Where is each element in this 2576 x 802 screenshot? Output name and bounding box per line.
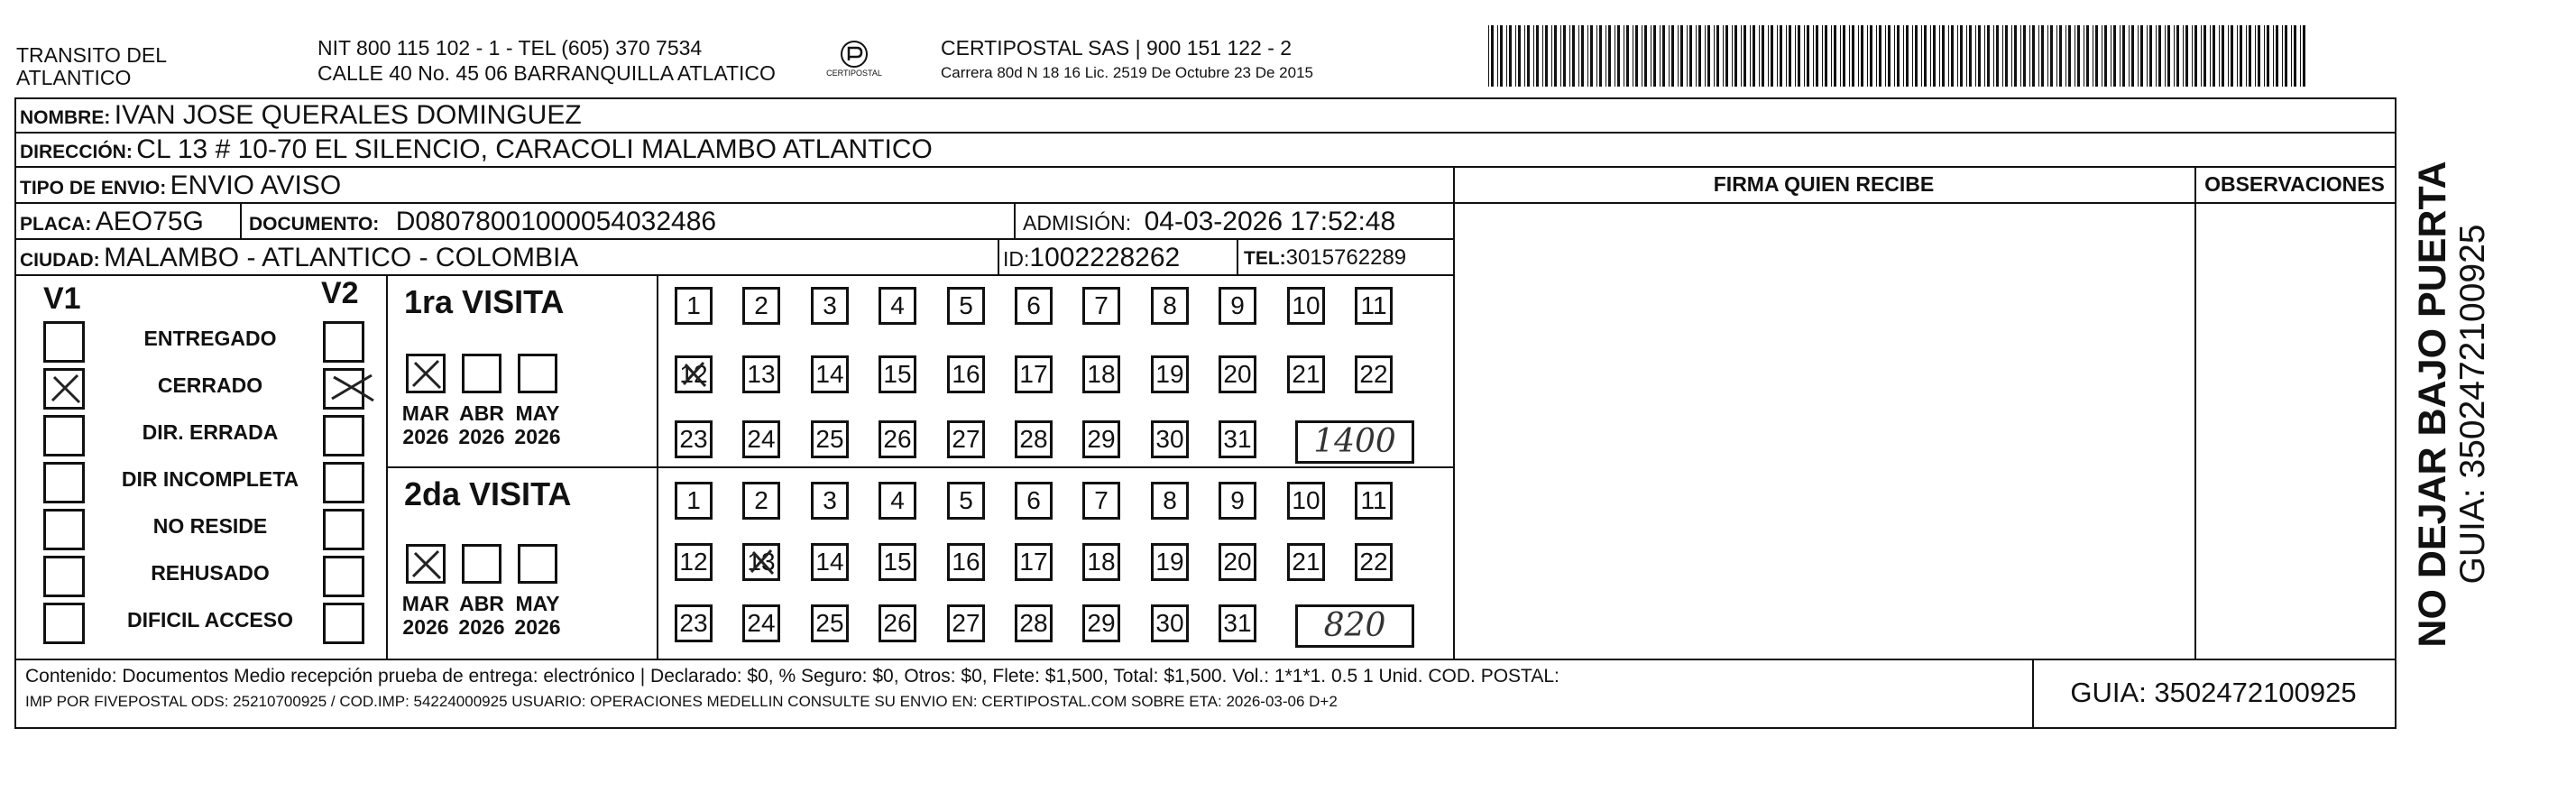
first-month-label: MAY [515,401,560,425]
row-line-5 [14,274,1455,276]
second-day-box: 21 [1287,543,1325,581]
v1-checkbox [43,321,85,363]
barcode-bars [1488,25,2309,87]
second-day-box: 27 [947,604,985,642]
second-day-box: 9 [1219,482,1256,520]
first-day-box: 12 [675,355,713,393]
firma-header: FIRMA QUIEN RECIBE [1713,172,1935,196]
v1-checkbox [43,462,85,503]
second-time-box: 820 [1295,604,1414,648]
second-day-box: 1 [675,482,713,520]
second-day-box: 24 [742,604,780,642]
second-day-box: 25 [811,604,849,642]
second-day-box: 13 [742,543,780,581]
first-day-box: 26 [879,420,916,458]
first-year-label: 2026 [458,425,505,448]
sender-name-line2: ATLANTICO [16,66,132,89]
first-day-box: 7 [1082,287,1120,325]
v2-checkbox [323,556,364,597]
second-day-box: 30 [1151,604,1189,642]
second-day-box: 17 [1015,543,1053,581]
first-day-box: 11 [1355,287,1393,325]
first-day-box: 4 [879,287,916,325]
first-visit-title: 1ra VISITA [404,283,565,320]
first-day-box: 3 [811,287,849,325]
first-day-mark [678,357,709,390]
id-value: 1002228262 [1029,243,1181,272]
courier-address: Carrera 80d N 18 16 Lic. 2519 De Octubre 23 De 2015 [941,64,1313,81]
admision-cell [1023,202,1395,238]
first-day-box: 17 [1015,355,1053,393]
second-day-mark [746,545,777,577]
status-label: DIR INCOMPLETA [121,467,299,491]
first-month-checkbox [462,354,501,393]
second-visit-title: 2da VISITA [404,475,572,512]
first-day-box: 18 [1082,355,1120,393]
second-month-label: ABR [459,592,504,615]
side-warning: NO DEJAR BAJO PUERTA [2411,161,2454,648]
first-day-box: 13 [742,355,780,393]
second-month-label: MAR [401,592,450,615]
obs-header-line [1453,202,2397,204]
first-day-box: 1 [675,287,713,325]
v1-checkbox [43,509,85,550]
first-day-box: 28 [1015,420,1053,458]
status-label: REHUSADO [151,561,270,585]
obs-left-line [2194,166,2196,660]
side-guia: GUIA: 3502472100925 [2453,224,2492,585]
second-day-box: 12 [675,543,713,581]
first-time-box: 1400 [1295,420,1414,464]
admision-label: ADMISIÓN: [1023,211,1132,235]
frame-bottom [14,727,2397,729]
second-day-box: 23 [675,604,713,642]
frame-right [2395,97,2397,729]
status-label: NO RESIDE [152,514,268,538]
first-day-box: 29 [1082,420,1120,458]
documento-label: DOCUMENTO: [249,214,380,235]
tel-value: 3015762289 [1285,245,1407,270]
v1-checkbox [43,603,85,644]
first-day-box: 25 [811,420,849,458]
id-label: ID: [1003,247,1030,271]
id-cell [1003,238,1180,274]
first-day-box: 2 [742,287,780,325]
ciudad-value: MALAMBO - ATLANTICO - COLOMBIA [104,243,579,272]
tel-label: TEL: [1244,248,1286,269]
first-day-box: 22 [1355,355,1393,393]
second-month-check-mark [408,546,444,582]
second-year-label: 2026 [458,615,505,639]
second-day-box: 16 [947,543,985,581]
tipo-envio-value: ENVIO AVISO [170,171,342,200]
v2-checkbox [323,415,364,456]
observaciones-header: OBSERVACIONES [2204,172,2385,196]
second-year-label: 2026 [402,615,449,639]
firma-left-line [1453,166,1455,660]
nit-line: NIT 800 115 102 - 1 - TEL (605) 370 7534 [317,36,703,60]
tipo-envio-label: TIPO DE ENVIO: [20,178,167,198]
ciudad-id-divider [998,238,999,274]
v2-checked-mark [327,370,377,404]
second-day-box: 19 [1151,543,1189,581]
sender-name [16,43,167,88]
documento-value: D08078001000054032486 [395,207,717,236]
first-day-box: 9 [1219,287,1256,325]
placa-cell [20,202,204,238]
second-day-box: 26 [879,604,916,642]
ciudad-cell [20,238,578,274]
placa-doc-divider [240,202,242,238]
second-day-box: 7 [1082,482,1120,520]
second-month-label: MAY [515,592,560,615]
second-day-box: 2 [742,482,780,520]
status-label: DIR. ERRADA [142,420,279,444]
first-day-box: 20 [1219,355,1256,393]
first-day-box: 31 [1219,420,1256,458]
second-day-box: 14 [811,543,849,581]
v2-checkbox [323,509,364,550]
second-day-box: 20 [1219,543,1256,581]
first-day-box: 24 [742,420,780,458]
second-day-box: 15 [879,543,916,581]
second-day-box: 10 [1287,482,1325,520]
v2-checkbox [323,462,364,503]
direccion-label: DIRECCIÓN: [20,142,133,162]
first-day-box: 10 [1287,287,1325,325]
second-day-box: 22 [1355,543,1393,581]
first-day-box: 15 [879,355,916,393]
second-day-box: 4 [879,482,916,520]
v2-checkbox [323,603,364,644]
first-month-label: MAR [401,401,450,425]
first-day-box: 30 [1151,420,1189,458]
second-month-checkbox [462,544,501,584]
status-label: CERRADO [157,373,263,397]
first-day-box: 14 [811,355,849,393]
logo-caption: CERTIPOSTAL [826,69,882,78]
first-day-box: 19 [1151,355,1189,393]
second-day-box: 18 [1082,543,1120,581]
tel-cell [1244,238,1406,274]
second-day-box: 29 [1082,604,1120,642]
doc-admision-divider [1014,202,1016,238]
courier-line: CERTIPOSTAL SAS | 900 151 122 - 2 [941,36,1293,60]
nombre-value: IVAN JOSE QUERALES DOMINGUEZ [114,100,582,130]
first-month-check-mark [408,355,444,392]
first-day-box: 5 [947,287,985,325]
v2-checkbox [323,321,364,363]
contenido-line: Contenido: Documentos Medio recepción prueba de entrega: electrónico | Declarado: $0, % Seguro: $0, Otros: $0, Flete: $1,500, Total: $1,500. Vol.: 1*1*1. 0.5 1 Unid. COD. POSTAL: [25,666,1559,687]
v1-checkbox [43,415,85,456]
certipostal-logo [823,36,886,87]
first-year-label: 2026 [402,425,449,448]
v1-checkbox [43,556,85,597]
second-day-box: 28 [1015,604,1053,642]
frame-left [14,97,16,729]
status-label: ENTREGADO [143,327,277,350]
second-day-box: 31 [1219,604,1256,642]
footer-guia: GUIA: 3502472100925 [2070,677,2357,708]
second-day-box: 5 [947,482,985,520]
id-tel-divider [1237,238,1238,274]
second-year-label: 2026 [514,615,561,639]
first-day-box: 23 [675,420,713,458]
first-day-box: 8 [1151,287,1189,325]
placa-label: PLACA: [20,214,92,235]
tipo-envio-row [20,166,341,202]
first-day-box: 27 [947,420,985,458]
admision-value: 04-03-2026 17:52:48 [1144,207,1396,236]
status-label: DIFICIL ACCESO [126,608,293,631]
first-day-box: 6 [1015,287,1053,325]
documento-cell [249,202,716,238]
direccion-value: CL 13 # 10-70 EL SILENCIO, CARACOLI MALAMBO ATLANTICO [136,134,933,164]
v1-checked-mark [47,370,83,406]
visit-split-line [386,466,1455,468]
first-year-label: 2026 [514,425,561,448]
ciudad-label: CIUDAD: [20,250,100,271]
first-day-box: 21 [1287,355,1325,393]
imp-line: IMP POR FIVEPOSTAL ODS: 25210700925 / COD.IMP: 54224000925 USUARIO: OPERACIONES MEDELLIN CONSULTE SU ENVIO EN: CERTIPOSTAL.COM SOBRE ETA: 2026-03-06 D+2 [25,693,1338,710]
second-day-box: 8 [1151,482,1189,520]
nombre-row [20,97,582,132]
barcode [1488,25,2309,87]
first-month-label: ABR [459,401,504,425]
sender-name-line1: TRANSITO DEL [16,43,167,67]
v1-label: V1 [43,281,81,316]
direccion-row [20,132,933,166]
sender-address: CALLE 40 No. 45 06 BARRANQUILLA ATLATICO [317,61,776,85]
v2-label: V2 [321,276,359,310]
nombre-label: NOMBRE: [20,107,111,128]
first-month-checkbox [518,354,557,393]
second-day-box: 11 [1355,482,1393,520]
first-day-box: 16 [947,355,985,393]
second-day-box: 6 [1015,482,1053,520]
second-day-box: 3 [811,482,849,520]
second-month-checkbox [518,544,557,584]
placa-value: AEO75G [95,207,204,236]
